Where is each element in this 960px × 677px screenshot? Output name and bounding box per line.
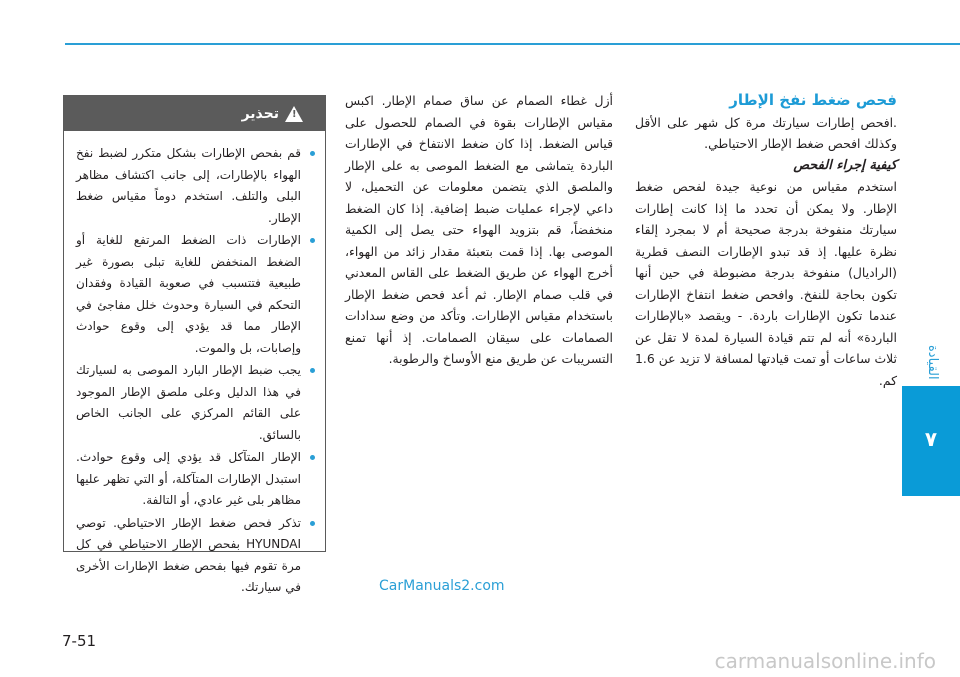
warning-title: تحذير bbox=[241, 105, 279, 122]
warning-item: الإطار المتآكل قد يؤدي إلى وقوع حوادث. استبدل الإطارات المتآكلة، أو التي تظهر عليها مظاهر بلى غير عادي، أو التالفة. bbox=[76, 447, 315, 512]
warning-list bbox=[64, 131, 325, 599]
footer-watermark: carmanualsonline.info bbox=[714, 649, 936, 673]
top-rule bbox=[65, 43, 960, 45]
warning-icon: ! bbox=[285, 106, 303, 122]
section-label: القيادة bbox=[925, 345, 940, 380]
warning-item: تذكر فحص ضغط الإطار الاحتياطي. توصي HYUNDAI بفحص الإطار الاحتياطي في كل مرة تقوم فيها بفحص ضغط الإطارات الأخرى في سيارتك. bbox=[76, 513, 315, 599]
subheading: كيفية إجراء الفحص bbox=[793, 157, 897, 173]
watermark-link[interactable]: CarManuals2.com bbox=[379, 578, 505, 594]
section-heading: فحص ضغط نفخ الإطار bbox=[729, 91, 897, 109]
body-paragraph-middle: أزل غطاء الصمام عن ساق صمام الإطار. اكبس مقياس الإطارات بقوة في الصمام للحصول على قياس الضغط. إذا كان ضغط الانتفاخ في الإطارات الباردة يتماشى مع الضغط الموصى به على الإطار والملصق الذي يتضمن معلومات عن التحميل، لا داعي لإجراء عمليات ضبط إضافية. إذا كان الضغط منخفضاً، قم بتزويد الهواء حتى يصل إلى الكمية الموصى بها. إذا قمت بتعبئة مقدار زائد من الهواء، أخرج الهواء عن طريق الضغط على القاس المعدني في قلب صمام الإطار. ثم أعد فحص ضغط الإطار باستخدام مقياس الإطارات. وتأكد من وضع سدادات الصمامات على سيقان الصمامات. إذ أنها تمنع التسريبات عن طريق منع الأوساخ والرطوبة. bbox=[345, 93, 613, 366]
intro-paragraph: .افحص إطارات سيارتك مرة كل شهر على الأقل وكذلك افحص ضغط الإطار الاحتياطي. bbox=[635, 114, 897, 151]
warning-header bbox=[64, 96, 325, 131]
page-number: 7-51 bbox=[62, 632, 97, 650]
warning-item: الإطارات ذات الضغط المرتفع للغاية أو الضغط المنخفض للغاية تبلى بصورة غير طبيعية فتتسبب في صعوبة القيادة وفقدان التحكم في السيارة وحدوث خلل مفاجئ في الإطار مما قد يؤدي إلى وقوع حوادث وإصابات، بل والموت. bbox=[76, 230, 315, 359]
chapter-number: ٧ bbox=[924, 427, 938, 451]
warning-item: قم بفحص الإطارات بشكل متكرر لضبط نفخ الهواء بالإطارات، إلى جانب اكتشاف مظاهر البلى والتلف. استخدم دوماً مقياس ضغط الإطار. bbox=[76, 143, 315, 229]
warning-item: يجب ضبط الإطار البارد الموصى به لسيارتك في هذا الدليل وعلى ملصق الإطار الموجود على القائم المركزي على الجانب الخاص بالسائق. bbox=[76, 360, 315, 446]
middle-column bbox=[345, 90, 613, 370]
warning-box bbox=[63, 95, 326, 594]
right-column bbox=[635, 90, 897, 391]
body-paragraph: استخدم مقياس من نوعية جيدة لفحص ضغط الإطار. ولا يمكن أن تحدد ما إذا كانت إطارات سيارتك منفوخة بدرجة صحيحة أم لا بمجرد إلقاء نظرة عليها. إذ قد تبدو الإطارات النصف قطرية (الراديال) منفوخة بدرجة مضبوطة في حين أنها تكون بحاجة للنفخ. وافحص ضغط انتفاخ الإطارات عندما تكون الإطارات باردة. - ويقصد «بالإطارات الباردة» أنه لم تتم قيادة السيارة لمدة لا تقل عن ثلاث ساعات أو تمت قيادتها لمسافة لا تزيد عن 1.6 كم. bbox=[635, 179, 897, 388]
